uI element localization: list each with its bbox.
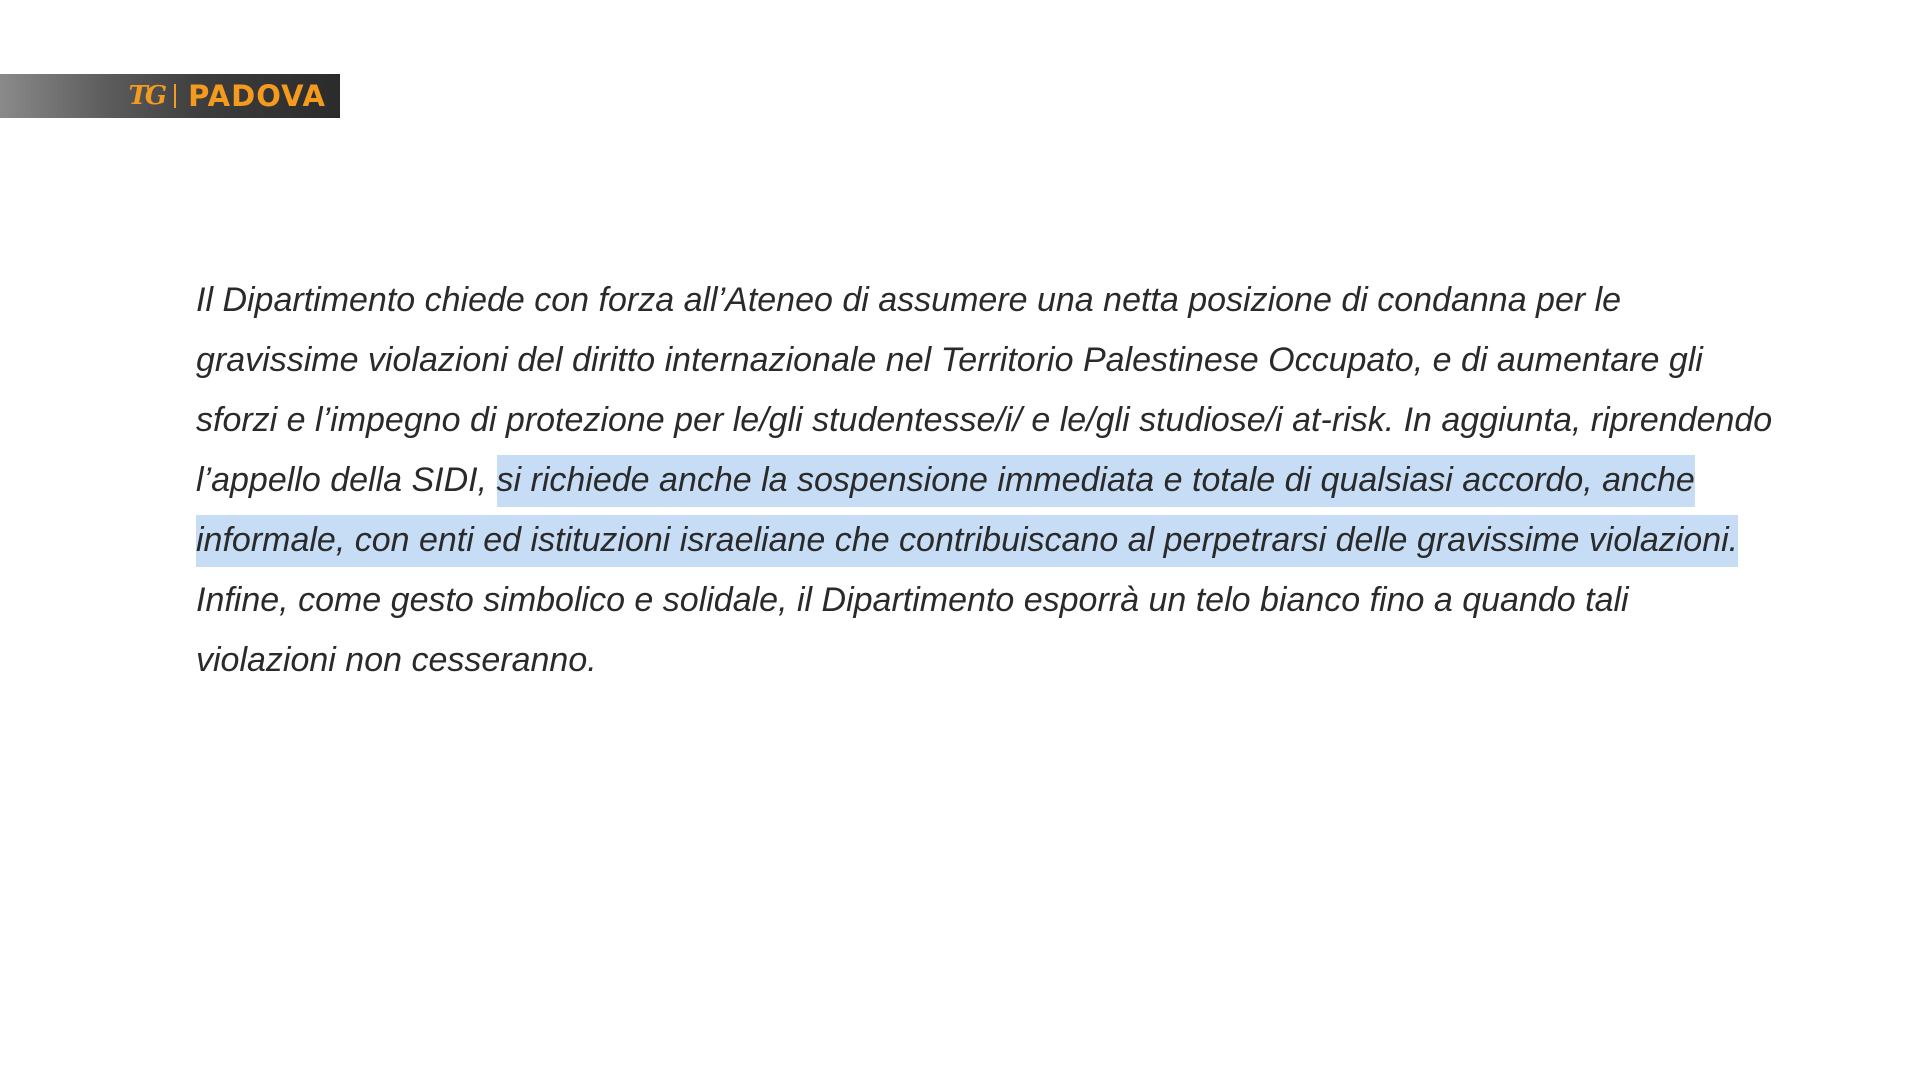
document-paragraph	[196, 270, 1776, 690]
text-after-highlight: Infine, come gesto simbolico e solidale, il Dipartimento esporrà un telo bianco fino a quando tali violazioni non cesseranno.	[196, 581, 1629, 679]
tg-logo: TG	[128, 81, 165, 111]
brand-separator	[174, 84, 176, 108]
channel-name: PADOVA	[188, 79, 326, 113]
channel-brand-bar	[0, 74, 340, 118]
highlighted-text: si richiede anche la sospensione immediata e totale di qualsiasi accordo, anche informale, con enti ed istituzioni israeliane che contribuiscano al perpetrarsi delle gravissime violazioni.	[196, 455, 1738, 567]
text-before-highlight: Il Dipartimento chiede con forza all’Ateneo di assumere una netta posizione di condanna per le gravissime violazioni del diritto internazionale nel Territorio Palestinese Occupato, e di aumentare gli sforzi e l’impegno di protezione per le/gli studentesse/i/ e le/gli studiose/i at-risk. In aggiunta, riprendendo l’appello della SIDI,	[196, 281, 1773, 499]
